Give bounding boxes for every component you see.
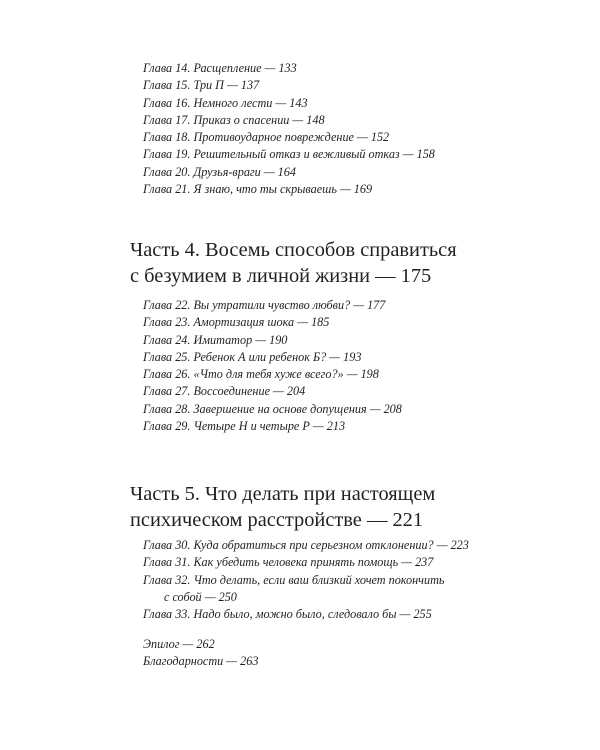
toc-entry-chapter-25: Глава 25. Ребенок А или ребенок Б? — 193	[143, 349, 362, 364]
chapter-list-part-4	[143, 297, 402, 435]
part-4-title-line-1: Часть 4. Восемь способов справиться	[130, 239, 457, 261]
toc-entry-chapter-18: Глава 18. Противоударное повреждение — 152	[143, 130, 390, 145]
toc-entry-epilogue: Эпилог — 262	[143, 637, 215, 651]
part-5-title-line-1: Часть 5. Что делать при настоящем	[130, 483, 436, 505]
toc-entry-chapter-24: Глава 24. Имитатор — 190	[143, 332, 288, 347]
part-4-title	[130, 238, 457, 289]
toc-entry-chapter-29: Глава 29. Четыре Н и четыре Р — 213	[143, 419, 346, 434]
chapter-list-part-5	[143, 537, 469, 623]
toc-entry-chapter-17: Глава 17. Приказ о спасении — 148	[143, 112, 325, 127]
toc-entry-chapter-19: Глава 19. Решительный отказ и вежливый отказ — 158	[143, 147, 435, 162]
toc-entry-chapter-20: Глава 20. Друзья-враги — 164	[143, 164, 296, 179]
part-5-title-line-2: психическом расстройстве — 221	[130, 508, 424, 531]
part-4-title-line-2: с безумием в личной жизни — 175	[130, 264, 432, 287]
toc-entry-chapter-21: Глава 21. Я знаю, что ты скрываешь — 169	[143, 182, 373, 197]
toc-entry-chapter-30: Глава 30. Куда обратиться при серьезном отклонении? — 223	[143, 538, 469, 552]
toc-entry-chapter-28: Глава 28. Завершение на основе допущения — 208	[143, 401, 402, 416]
back-matter-list	[143, 636, 258, 671]
toc-entry-chapter-33: Глава 33. Надо было, можно было, следовало бы — 255	[143, 607, 432, 622]
toc-entry-chapter-14: Глава 14. Расщепление — 133	[143, 61, 297, 75]
toc-entry-chapter-16: Глава 16. Немного лести — 143	[143, 95, 308, 110]
toc-entry-chapter-15: Глава 15. Три П — 137	[143, 78, 260, 93]
toc-entry-chapter-22: Глава 22. Вы утратили чувство любви? — 177	[143, 298, 386, 312]
toc-entry-chapter-32-continued: с собой — 250	[164, 589, 237, 604]
toc-entry-acknowledgements: Благодарности — 263	[143, 654, 259, 669]
part-5-title	[130, 482, 435, 533]
chapter-list-top	[143, 60, 435, 198]
toc-entry-chapter-32: Глава 32. Что делать, если ваш близкий хочет покончить	[143, 572, 445, 587]
toc-entry-chapter-23: Глава 23. Амортизация шока — 185	[143, 315, 330, 330]
toc-entry-chapter-31: Глава 31. Как убедить человека принять помощь — 237	[143, 555, 434, 570]
toc-entry-chapter-27: Глава 27. Воссоединение — 204	[143, 384, 306, 399]
toc-entry-chapter-26: Глава 26. «Что для тебя хуже всего?» — 198	[143, 367, 379, 382]
